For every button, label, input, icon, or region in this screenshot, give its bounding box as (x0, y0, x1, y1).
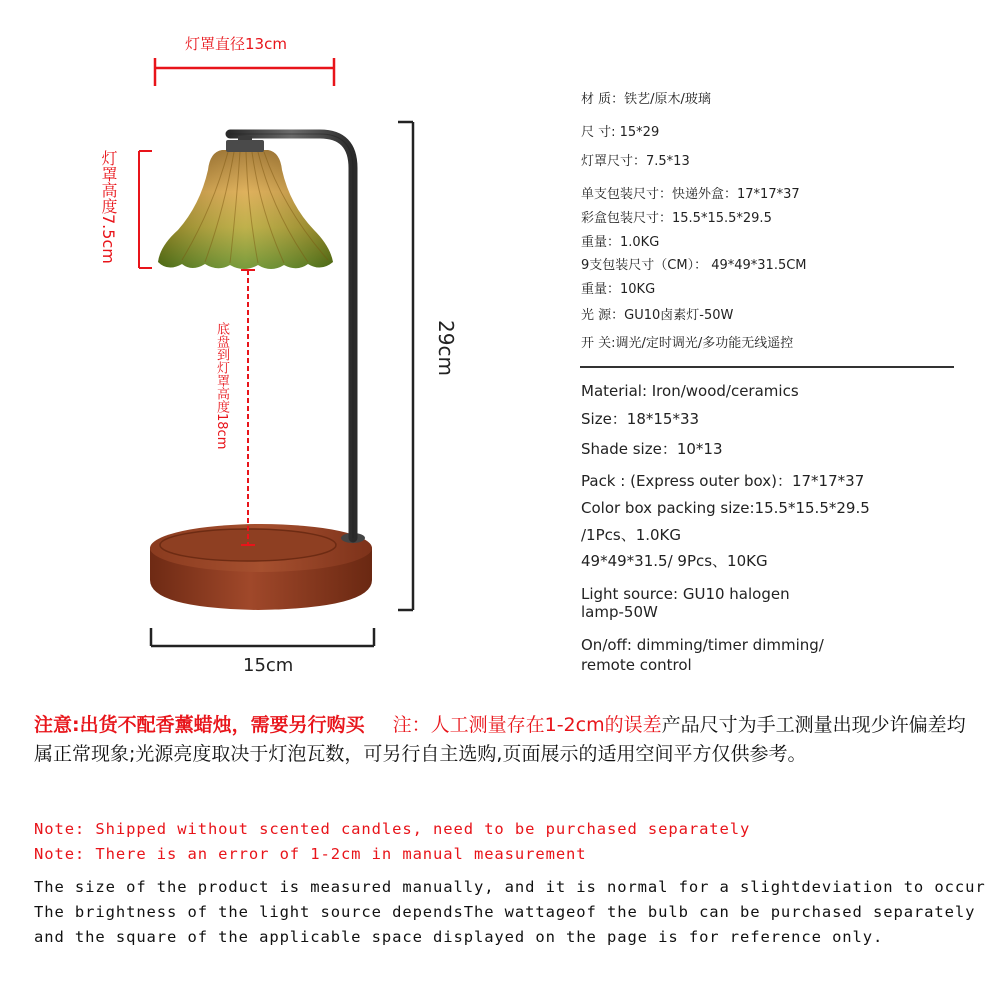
notice-en-brightness: The brightness of the light source dependsThe wattageof the bulb can be purchased separately (34, 903, 976, 921)
spec-en-light-source-cont: lamp-50W (581, 603, 658, 621)
notice-cn (34, 711, 969, 769)
base-to-shade-label: 底盘到灯罩高度18cm (214, 322, 229, 450)
shade-diameter-label: 灯罩直径13cm (185, 35, 287, 53)
spec-cn-light-source: 光 源：GU10卤素灯-50W (581, 308, 734, 323)
spec-cn-color-box: 彩盒包装尺寸：15.5*15.5*29.5 (581, 211, 772, 226)
base-to-shade-dimension (241, 270, 255, 545)
spec-cn-material: 材 质：铁艺/原木/玻璃 (581, 92, 711, 107)
glass-shade (158, 140, 333, 269)
total-height-label: 29cm (434, 320, 458, 376)
spec-en-size: Size：18*15*33 (581, 410, 700, 428)
base-width-dimension (151, 628, 374, 646)
spec-cn-single-pack: 单支包装尺寸：快递外盒：17*17*37 (581, 187, 800, 202)
spec-en-light-source: Light source: GU10 halogen (581, 585, 790, 603)
spec-en-color-box: Color box packing size:15.5*15.5*29.5 (581, 499, 870, 517)
notice-cn-error: 注：人工测量存在1-2cm的误差 (392, 714, 662, 736)
spec-en-material: Material: Iron/wood/ceramics (581, 382, 799, 400)
spec-cn-size: 尺 寸: 15*29 (581, 125, 660, 140)
spec-cn-weight: 重量：1.0KG (581, 235, 660, 250)
spec-cn-9pack-weight: 重量：10KG (581, 282, 656, 297)
spec-divider (580, 366, 954, 368)
base-width-label: 15cm (243, 655, 294, 676)
notice-en-space: and the square of the applicable space displayed on the page is for reference only. (34, 928, 884, 946)
notice-en-error: Note: There is an error of 1-2cm in manual measurement (34, 845, 587, 863)
wooden-base (150, 524, 372, 610)
total-height-dimension (398, 122, 413, 610)
notice-cn-candles: 注意:出货不配香薰蜡烛，需要另行购买 (34, 714, 365, 736)
spec-en-switch: On/off: dimming/timer dimming/ (581, 636, 824, 654)
spec-cn-shade-size: 灯罩尺寸：7.5*13 (581, 154, 690, 169)
spec-cn-switch: 开 关:调光/定时调光/多功能无线遥控 (581, 336, 794, 351)
shade-diameter-dimension (155, 58, 334, 86)
shade-height-dimension (139, 151, 152, 268)
spec-en-pack: Pack : (Express outer box)：17*17*37 (581, 472, 865, 490)
notice-cn-rest: 产品尺寸为手工测量出现少许偏差均属正常现象;光源亮度取决于灯泡瓦数，可另行自主选购,页面展示的适用空间平方仅供参考。 (34, 714, 966, 765)
shade-height-label: 灯罩高度7.5cm (99, 150, 118, 264)
spec-en-shade-size: Shade size：10*13 (581, 440, 723, 458)
notice-en-size: The size of the product is measured manually, and it is normal for a slightdeviation to occur (34, 878, 986, 896)
spec-en-switch-cont: remote control (581, 656, 692, 674)
spec-en-9pack: 49*49*31.5/ 9Pcs、10KG (581, 552, 768, 570)
notice-en-candles: Note: Shipped without scented candles, need to be purchased separately (34, 820, 751, 838)
spec-cn-9pack: 9支包装尺寸（CM）： 49*49*31.5CM (581, 258, 807, 273)
lamp-illustration (0, 0, 560, 700)
spec-en-weight: /1Pcs、1.0KG (581, 526, 682, 544)
